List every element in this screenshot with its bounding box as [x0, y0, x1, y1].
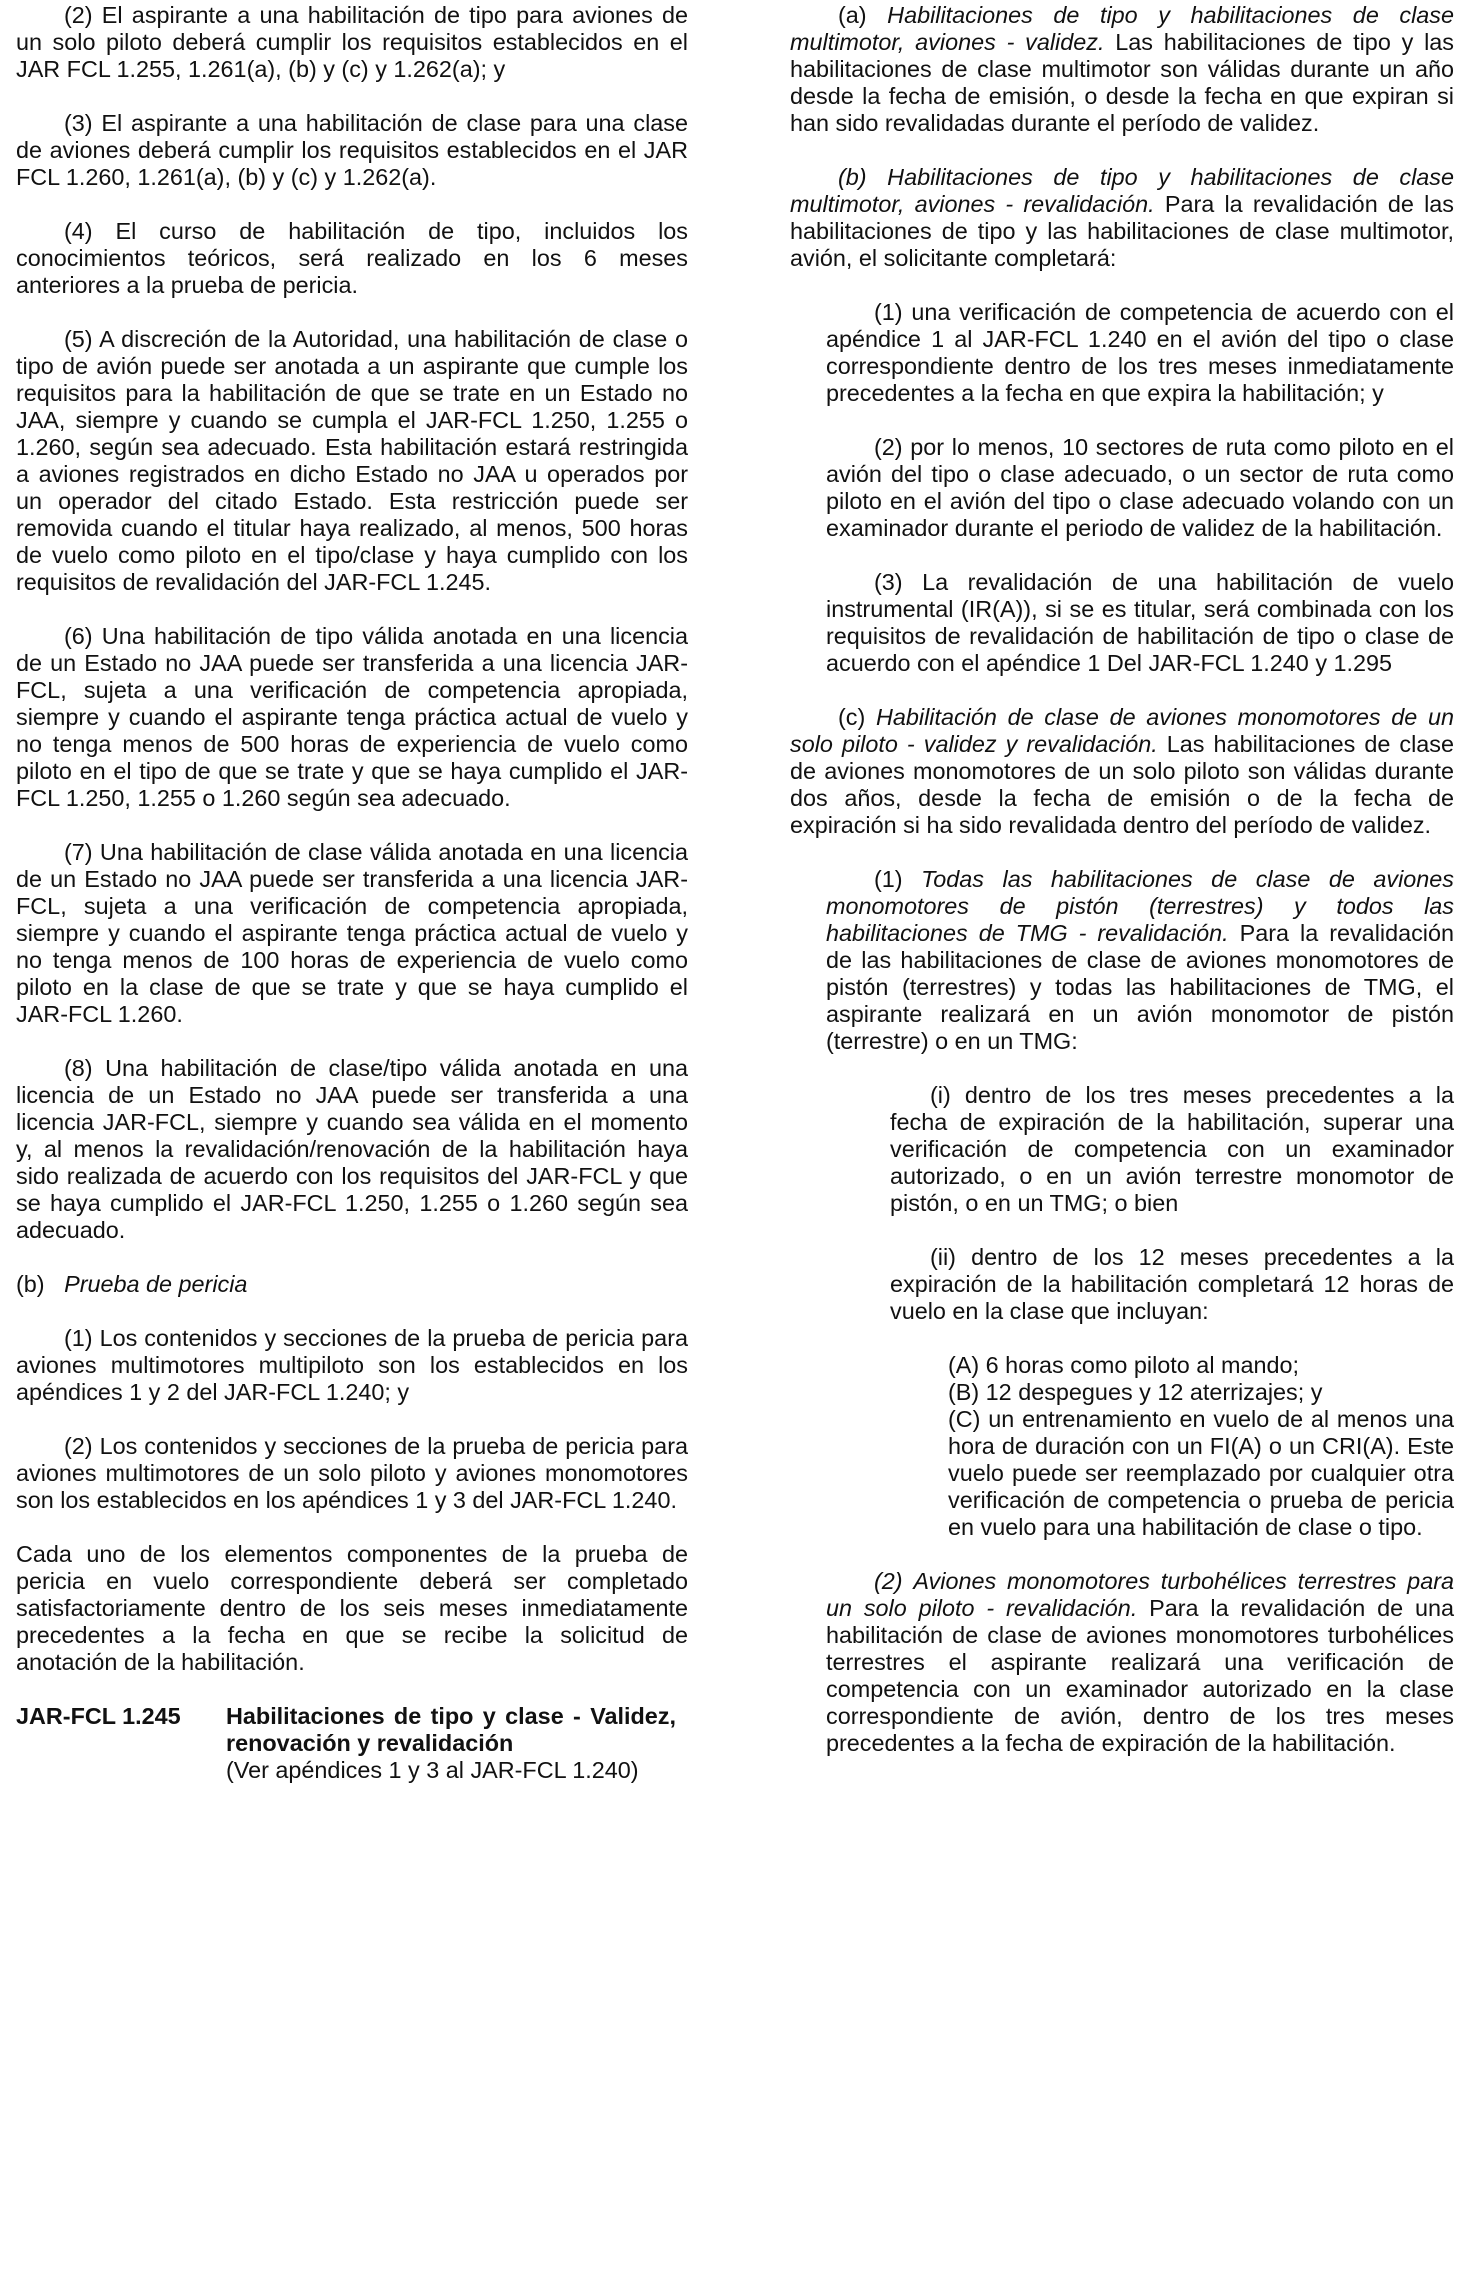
paragraph-b1: (1) Los contenidos y secciones de la prueba de pericia para aviones multimotores multipiloto son los establecidos en los apéndices 1 y 2 del JAR-FCL 1.240; y [16, 1325, 688, 1405]
paragraph-b-3: (3) La revalidación de una habilitación de vuelo instrumental (IR(A)), si se es titular, será combinada con los requisitos de revalidación de habilitación de tipo o clase de acuerdo con el apéndice 1 Del JAR-FCL 1.240 y 1.295 [826, 569, 1454, 676]
section-heading-body [226, 1703, 676, 1784]
section-note: (Ver apéndices 1 y 3 al JAR-FCL 1.240) [226, 1757, 639, 1783]
section-code: JAR-FCL 1.245 [16, 1703, 181, 1729]
paragraph-4: (4) El curso de habilitación de tipo, incluidos los conocimientos teóricos, será realizado en los 6 meses anteriores a la prueba de pericia. [16, 218, 688, 298]
paragraph-c-2-text: Para la revalidación de una habilitación de clase de aviones monomotores turbohélices terrestres el aspirante realizará una verificación de competencia con un examinador autorizado en la clase correspondiente de avión, dentro de los tres meses precedentes a la fecha de expiración de la habilitación. [826, 1595, 1454, 1756]
list-abc [790, 1352, 1454, 1541]
section-b-title: Prueba de pericia [64, 1271, 248, 1297]
paragraph-b2: (2) Los contenidos y secciones de la prueba de pericia para aviones multimotores de un solo piloto y aviones monomotores son los establecidos en los apéndices 1 y 3 del JAR-FCL 1.240. [16, 1433, 688, 1513]
paragraph-a-title: Habilitaciones de tipo y habilitaciones de clase multimotor, aviones - validez. [790, 2, 1454, 55]
paragraph-8: (8) Una habilitación de clase/tipo válida anotada en una licencia de un Estado no JAA puede ser transferida a una licencia JAR-FCL, siempre y cuando sea válida en el momento y, al menos la revalidación/renovación de la habilitación haya sido realizada de acuerdo con los requisitos del JAR-FCL y que se haya cumplido el JAR-FCL 1.250, 1.255 o 1.260 según sea adecuado. [16, 1055, 688, 1243]
paragraph-2: (2) El aspirante a una habilitación de tipo para aviones de un solo piloto deberá cumplir los requisitos establecidos en el JAR FCL 1.255, 1.261(a), (b) y (c) y 1.262(a); y [16, 2, 688, 82]
paragraph-c-text: Las habilitaciones de clase de aviones monomotores de un solo piloto son válidas durante dos años, desde la fecha de emisión o de la fecha de expiración si ha sido revalidada dentro del período de validez. [790, 731, 1455, 838]
paragraph-b-text: Para la revalidación de las habilitaciones de tipo y las habilitaciones de clase multimotor, avión, el solicitante completará: [790, 191, 1454, 271]
paragraph-a-label: (a) [838, 2, 867, 28]
paragraph-c-1 [790, 866, 1454, 1055]
paragraph-c-2 [790, 1568, 1454, 1757]
paragraph-c [790, 704, 1454, 839]
paragraph-a [790, 2, 1454, 137]
paragraph-c-1-title: Todas las habilitaciones de clase de aviones monomotores de pistón (terrestres) y todos las habilitaciones de TMG - revalidación. [826, 866, 1454, 946]
list-item-b: (B) 12 despegues y 12 aterrizajes; y [948, 1379, 1323, 1405]
right-column [790, 0, 1454, 1757]
paragraph-a-text: Las habilitaciones de tipo y las habilitaciones de clase multimotor son válidas durante un año desde la fecha de emisión, o desde la fecha en que expiran si han sido revalidadas durante el período de validez. [790, 29, 1455, 136]
paragraph-b-title: Habilitaciones de tipo y habilitaciones de clase multimotor, aviones - revalidación. [790, 164, 1454, 217]
paragraph-c-1-text: Para la revalidación de las habilitaciones de clase de aviones monomotores de pistón (terrestres) y todas las habilitaciones de TMG, el aspirante realizará en un avión monomotor de pistón (terrestre) o en un TMG: [826, 920, 1455, 1054]
list-item-a: (A) 6 horas como piloto al mando; [948, 1352, 1300, 1378]
paragraph-c-1-ii: (ii) dentro de los 12 meses precedentes a la expiración de la habilitación completará 12 horas de vuelo en la clase que incluyan: [890, 1244, 1454, 1324]
list-item-c: (C) un entrenamiento en vuelo de al menos una hora de duración con un FI(A) o un CRI(A). Este vuelo puede ser reemplazado por cualquier otra verificación de competencia o prueba de pericia en vuelo para una habilitación de clase o tipo. [948, 1406, 1454, 1540]
paragraph-6: (6) Una habilitación de tipo válida anotada en una licencia de un Estado no JAA puede ser transferida a una licencia JAR-FCL, sujeta a una verificación de competencia apropiada, siempre y cuando el aspirante tenga práctica actual de vuelo y no tenga menos de 500 horas de experiencia de vuelo como piloto en el tipo de que se trate y que se haya cumplido el JAR-FCL 1.250, 1.255 o 1.260 según sea adecuado. [16, 623, 688, 811]
paragraph-c-2-title: Aviones monomotores turbohélices terrestres para un solo piloto - revalidación. [826, 1568, 1455, 1621]
paragraph-5: (5) A discreción de la Autoridad, una habilitación de clase o tipo de avión puede ser anotada a un aspirante que cumple los requisitos para la habilitación de que se trate en un Estado no JAA, siempre y cuando se cumpla el JAR-FCL 1.250, 1.255 o 1.260, según sea adecuado. Esta habilitación estará restringida a aviones registrados en dicho Estado no JAA u operados por un operador del citado Estado. Esta restricción puede ser removida cuando el titular haya realizado, al menos, 500 horas de vuelo como piloto en el tipo/clase y haya cumplido con los requisitos de revalidación del JAR-FCL 1.245. [16, 326, 688, 595]
paragraph-c-1-label: (1) [874, 866, 903, 892]
paragraph-7: (7) Una habilitación de clase válida anotada en una licencia de un Estado no JAA puede ser transferida a una licencia JAR-FCL, sujeta a una verificación de competencia apropiada, siempre y cuando el aspirante tenga práctica actual de vuelo y no tenga menos de 100 horas de experiencia de vuelo como piloto en la clase de que se trate y que se haya cumplido el JAR-FCL 1.260. [16, 839, 688, 1027]
paragraph-3: (3) El aspirante a una habilitación de clase para una clase de aviones deberá cumplir los requisitos establecidos en el JAR FCL 1.260, 1.261(a), (b) y (c) y 1.262(a). [16, 110, 688, 190]
paragraph-c-title: Habilitación de clase de aviones monomotores de un solo piloto - validez y revalidación. [790, 704, 1454, 757]
left-column [16, 0, 688, 1784]
section-title: Habilitaciones de tipo y clase - Validez, renovación y revalidación [226, 1703, 676, 1756]
paragraph-b [790, 164, 1454, 272]
paragraph-b-1: (1) una verificación de competencia de acuerdo con el apéndice 1 al JAR-FCL 1.240 en el avión del tipo o clase correspondiente dentro de los tres meses inmediatamente precedentes a la fecha en que expira la habilitación; y [826, 299, 1454, 406]
paragraph-c-2-label: (2) [874, 1568, 903, 1594]
paragraph-c-1-i: (i) dentro de los tres meses precedentes a la fecha de expiración de la habilitación, superar una verificación de competencia con un examinador autorizado, o en un avión terrestre monomotor de pistón, o en un TMG; o bien [890, 1082, 1454, 1216]
paragraph-c-label: (c) [838, 704, 866, 730]
section-b-heading [16, 1271, 688, 1298]
section-b-label: (b) [16, 1271, 45, 1297]
paragraph-b-label: (b) [838, 164, 867, 190]
paragraph-cada: Cada uno de los elementos componentes de la prueba de pericia en vuelo correspondiente deberá ser completado satisfactoriamente dentro de los seis meses inmediatamente precedentes a la fecha en que se recibe la solicitud de anotación de la habilitación. [16, 1541, 688, 1675]
paragraph-b-2: (2) por lo menos, 10 sectores de ruta como piloto en el avión del tipo o clase adecuado, o un sector de ruta como piloto en el avión del tipo o clase adecuado volando con un examinador durante el periodo de validez de la habilitación. [826, 434, 1454, 541]
section-heading [16, 1703, 688, 1784]
